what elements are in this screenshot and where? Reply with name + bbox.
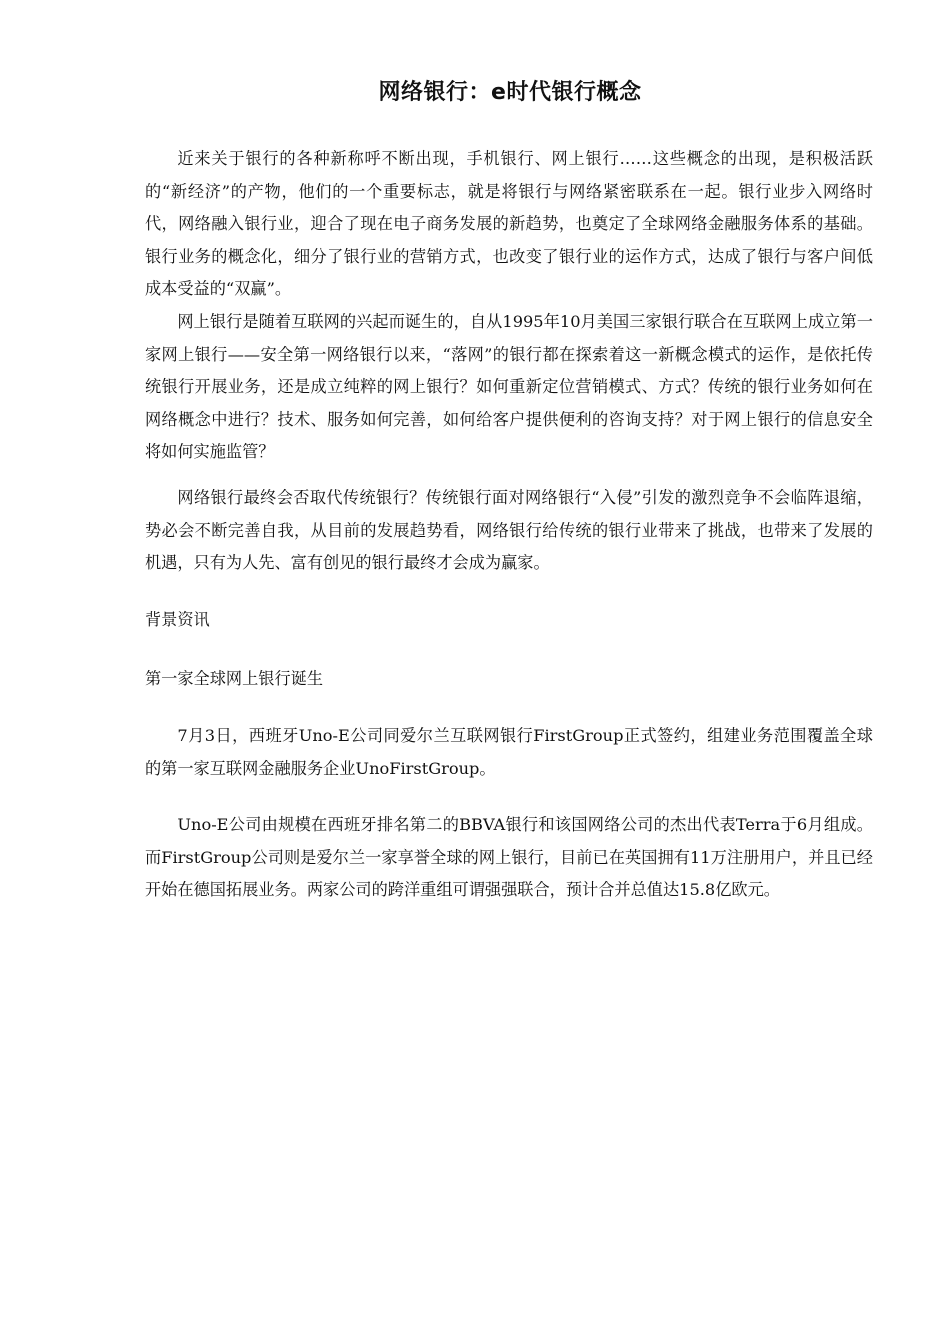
paragraph-intro: 近来关于银行的各种新称呼不断出现，手机银行、网上银行……这些概念的出现，是积极活跃的“新经济”的产物，他们的一个重要标志，就是将银行与网络紧密联系在一起。银行业步入网络时代，网络融入银行业，迎合了现在电子商务发展的新趋势，也奠定了全球网络金融服务体系的基础。银行业务的概念化，细分了银行业的营销方式，也改变了银行业的运作方式，达成了银行与客户间低成本受益的“双赢”。 <box>145 149 873 299</box>
paragraph-company-details: Uno-E公司由规模在西班牙排名第二的BBVA银行和该国网络公司的杰出代表Terra于6月组成。而FirstGroup公司则是爱尔兰一家享誉全球的网上银行，目前已在英国拥有11万注册用户，并且已经开始在德国拓展业务。两家公司的跨洋重组可谓强强联合，预计合并总值达15.8亿欧元。 <box>145 815 873 900</box>
section-heading-background: 背景资讯 <box>145 609 210 629</box>
section-subheading-first-global-bank: 第一家全球网上银行诞生 <box>145 669 324 689</box>
paragraph-merger-news: 7月3日，西班牙Uno-E公司同爱尔兰互联网银行FirstGroup正式签约，组建业务范围覆盖全球的第一家互联网金融服务企业UnoFirstGroup。 <box>145 725 873 778</box>
paragraph-online-bank-origin: 网上银行是随着互联网的兴起而诞生的，自从1995年10月美国三家银行联合在互联网上成立第一家网上银行——安全第一网络银行以来，“落网”的银行都在探索着这一新概念模式的运作，是依托传统银行开展业务，还是成立纯粹的网上银行？如何重新定位营销模式、方式？传统的银行业务如何在网络概念中进行？技术、服务如何完善，如何给客户提供便利的咨询支持？对于网上银行的信息安全将如何实施监管？ <box>145 311 873 462</box>
document-title: 网络银行：e时代银行概念 <box>378 79 642 105</box>
document-body <box>145 143 873 907</box>
paragraph-future-outlook: 网络银行最终会否取代传统银行？传统银行面对网络银行“入侵”引发的激烈竞争不会临阵退缩，势必会不断完善自我，从目前的发展趋势看，网络银行给传统的银行业带来了挑战，也带来了发展的机遇，只有为人先、富有创见的银行最终才会成为赢家。 <box>145 487 873 573</box>
